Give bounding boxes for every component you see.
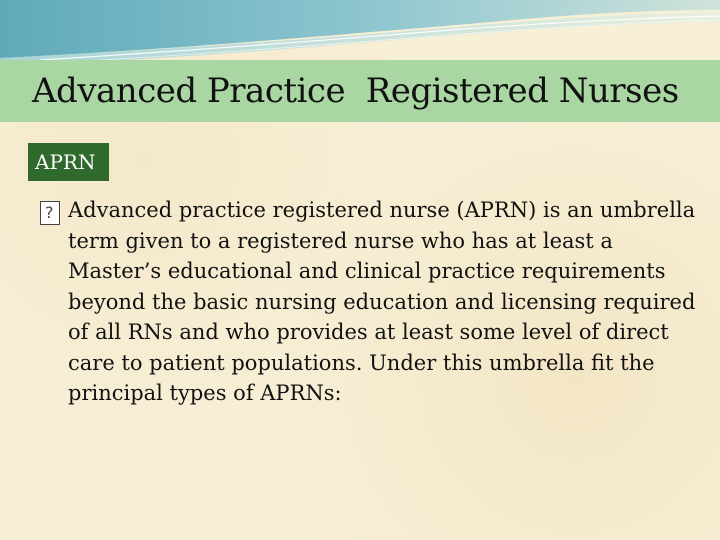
slide-title: Advanced Practice Registered Nurses (32, 71, 679, 111)
missing-glyph-icon (40, 201, 60, 225)
section-label: APRN (35, 150, 96, 174)
bullet-text: Advanced practice registered nurse (APRN) is an umbrella term given to a registered nurse who has at least a Master’s educational and clinical practice requirements beyond the basic nursing education and licensing required of all RNs and who provides at least some level of direct care to patient populations. Under this umbrella fit the principal types of APRNs: (68, 198, 696, 405)
